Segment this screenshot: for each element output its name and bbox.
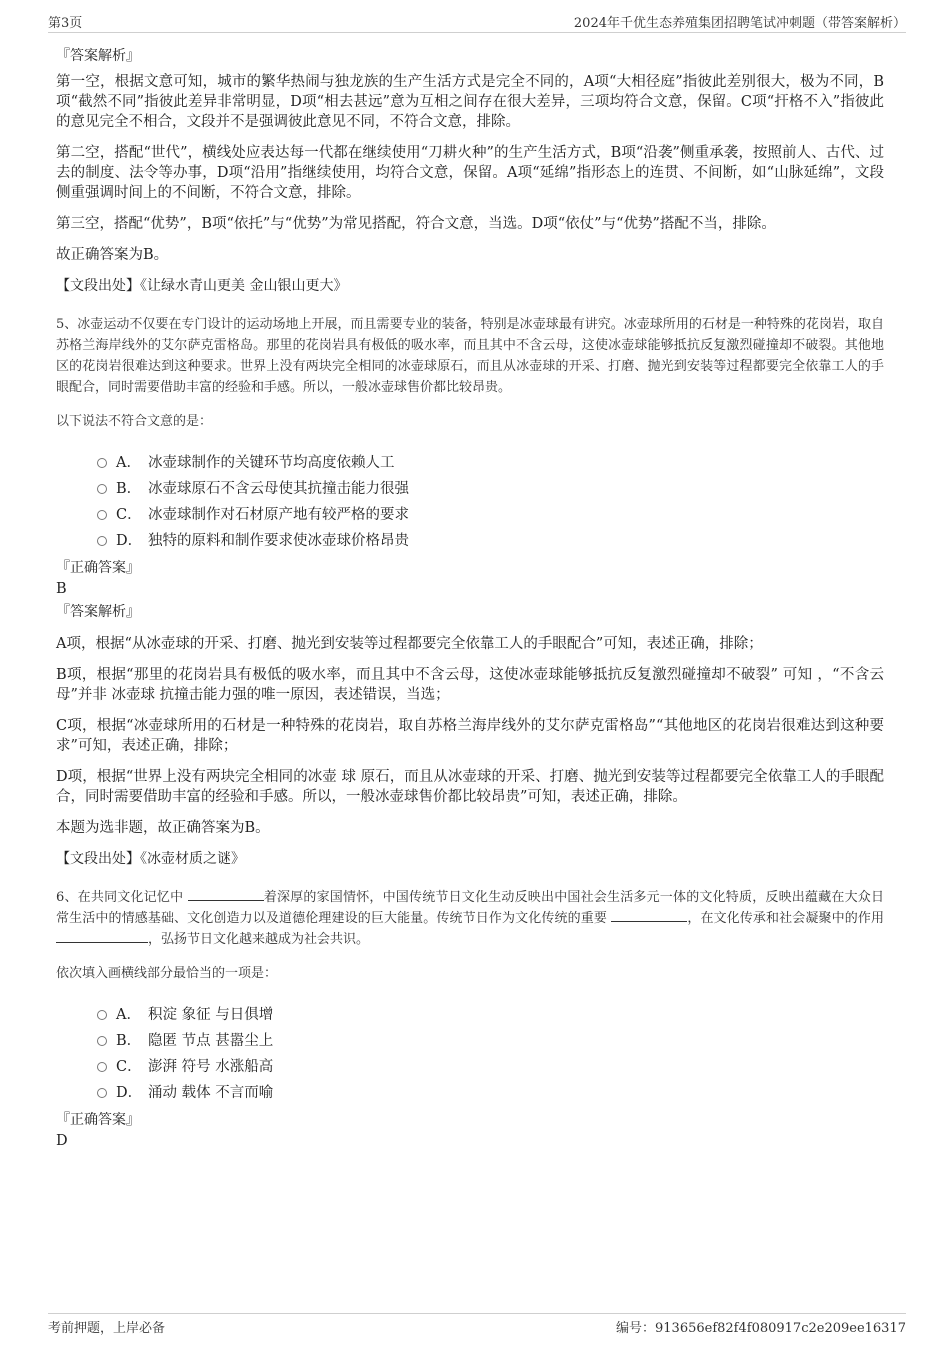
q5-source: 【文段出处】《冰壶材质之谜》 xyxy=(56,851,245,867)
q5-conclusion: 本题为选非题，故正确答案为B。 xyxy=(56,820,270,836)
q5-option-d[interactable] xyxy=(97,526,884,552)
q5-options xyxy=(97,448,884,552)
radio-icon[interactable] xyxy=(97,1088,107,1098)
radio-icon[interactable] xyxy=(97,1062,107,1072)
q6-answer-label: 『正确答案』 xyxy=(56,1112,140,1128)
fill-blank xyxy=(56,930,148,943)
option-letter: D． xyxy=(116,1084,143,1101)
radio-icon[interactable] xyxy=(97,510,107,520)
page-number: 第3页 xyxy=(48,16,83,31)
q5-analysis-paragraph: C项，根据“冰壶球所用的石材是一种特殊的花岗岩，取自苏格兰海岸线外的艾尔萨克雷格岛”“其他地区的花岗岩很难达到这种要求”可知，表述正确，排除； xyxy=(56,718,884,754)
q5-option-a[interactable] xyxy=(97,448,884,474)
q5-analysis-label: 『答案解析』 xyxy=(56,604,140,620)
option-letter: C． xyxy=(116,1058,142,1075)
option-letter: B． xyxy=(116,480,142,497)
radio-icon[interactable] xyxy=(97,484,107,494)
q5-prompt: 以下说法不符合文意的是： xyxy=(56,414,213,429)
radio-icon[interactable] xyxy=(97,1036,107,1046)
q6-option-d[interactable] xyxy=(97,1078,884,1104)
document-body xyxy=(56,46,884,1154)
fill-blank xyxy=(188,888,264,901)
page-header xyxy=(48,10,906,33)
option-text: 隐匿 节点 甚嚣尘上 xyxy=(148,1032,274,1049)
q4-analysis-paragraph: 第二空，搭配“世代”，横线处应表达每一代都在继续使用“刀耕火种”的生产生活方式，B项“沿袭”侧重承袭，按照前人、古代、过去的制度、法令等办事，D项“沿用”指继续使用，均符合文意，保留。A项“延绵”指形态上的连贯、不间断，如“山脉延绵”，文段侧重强调时间上的不间断，不符合文意，排除。 xyxy=(56,145,884,201)
option-text: 独特的原料和制作要求使冰壶球价格昂贵 xyxy=(148,532,409,549)
option-text: 冰壶球制作对石材原产地有较严格的要求 xyxy=(148,506,409,523)
q4-analysis-paragraph: 第三空，搭配“优势”，B项“依托”与“优势”为常见搭配，符合文意，当选。D项“依仗”与“优势”搭配不当，排除。 xyxy=(56,216,776,232)
q6-prompt: 依次填入画横线部分最恰当的一项是： xyxy=(56,966,278,981)
option-text: 冰壶球制作的关键环节均高度依赖人工 xyxy=(148,454,395,471)
fill-blank xyxy=(611,909,687,922)
option-letter: A． xyxy=(116,454,141,471)
q5-option-c[interactable] xyxy=(97,500,884,526)
q5-stem: 5、冰壶运动不仅要在专门设计的运动场地上开展，而且需要专业的装备，特别是冰壶球最有讲究。冰壶球所用的石材是一种特殊的花岗岩，取自苏格兰海岸线外的艾尔萨克雷格岛。那里的花岗岩具有极低的吸水率，而且其中不含云母，这使冰壶球能够抵抗反复激烈碰撞却不破裂。其他地区的花岗岩很难达到这种要求。世界上没有两块完全相同的冰壶球原石，而且从冰壶球的开采、打磨、抛光到安装等过程都要完全依靠工人的手眼配合，同时需要借助丰富的经验和手感。所以，一般冰壶球售价都比较昂贵。 xyxy=(56,317,884,395)
q6-option-b[interactable] xyxy=(97,1026,884,1052)
option-letter: B． xyxy=(116,1032,142,1049)
option-text: 澎湃 符号 水涨船高 xyxy=(148,1058,274,1075)
option-text: 积淀 象征 与日俱增 xyxy=(148,1006,274,1023)
q4-source: 【文段出处】《让绿水青山更美 金山银山更大》 xyxy=(56,278,348,294)
footer-slogan: 考前押题，上岸必备 xyxy=(48,1321,166,1336)
option-text: 涌动 载体 不言而喻 xyxy=(148,1084,274,1101)
option-letter: A． xyxy=(116,1006,141,1023)
radio-icon[interactable] xyxy=(97,536,107,546)
radio-icon[interactable] xyxy=(97,458,107,468)
q5-analysis-paragraph: D项，根据“世界上没有两块完全相同的冰壶 球 原石，而且从冰壶球的开采、打磨、抛光到安装等过程都要完全依靠工人的手眼配合，同时需要借助丰富的经验和手感。所以，一般冰壶球售价都比较昂贵”可知，表述正确，排除。 xyxy=(56,769,884,805)
q5-analysis-paragraph: B项，根据“那里的花岗岩具有极低的吸水率，而且其中不含云母，这使冰壶球能够抵抗反复激烈碰撞却不破裂” 可知 ，“不含云母”并非 冰壶球 抗撞击能力强的唯一原因，表述错误，当选； xyxy=(56,667,884,703)
document-id: 编号：913656ef82f4f080917c2e209ee16317 xyxy=(616,1321,906,1336)
q6-option-c[interactable] xyxy=(97,1052,884,1078)
q4-analysis-label: 『答案解析』 xyxy=(56,48,140,64)
q4-conclusion: 故正确答案为B。 xyxy=(56,247,169,263)
option-text: 冰壶球原石不含云母使其抗撞击能力很强 xyxy=(148,480,409,497)
q6-options xyxy=(97,1000,884,1104)
option-letter: C． xyxy=(116,506,142,523)
q5-option-b[interactable] xyxy=(97,474,884,500)
q5-answer-label: 『正确答案』 xyxy=(56,560,140,576)
radio-icon[interactable] xyxy=(97,1010,107,1020)
page-footer xyxy=(48,1313,906,1338)
document-title: 2024年千优生态养殖集团招聘笔试冲刺题（带答案解析） xyxy=(573,16,906,31)
q5-answer: B xyxy=(56,581,67,597)
q6-stem: 6、在共同文化记忆中 着深厚的家国情怀，中国传统节日文化生动反映出中国社会生活多元一体的文化特质，反映出蕴藏在大众日常生活中的情感基础、文化创造力以及道德伦理建设的巨大能量。传统节日作为文化传统的重要 ，在文化传承和社会凝聚中的作用 ，弘扬节日文化越来越成为社会共识。 xyxy=(56,890,884,947)
q6-answer: D xyxy=(56,1133,68,1149)
q5-analysis-paragraph: A项，根据“从冰壶球的开采、打磨、抛光到安装等过程都要完全依靠工人的手眼配合”可知，表述正确，排除； xyxy=(56,636,763,652)
q6-option-a[interactable] xyxy=(97,1000,884,1026)
q4-analysis-paragraph: 第一空，根据文意可知，城市的繁华热闹与独龙族的生产生活方式是完全不同的，A项“大相径庭”指彼此差别很大，极为不同，B项“截然不同”指彼此差异非常明显，D项“相去甚远”意为互相之间存在很大差异，三项均符合文意，保留。C项“扞格不入”指彼此的意见完全不相合，文段并不是强调彼此意见不同，不符合文意，排除。 xyxy=(56,74,884,130)
option-letter: D． xyxy=(116,532,143,549)
